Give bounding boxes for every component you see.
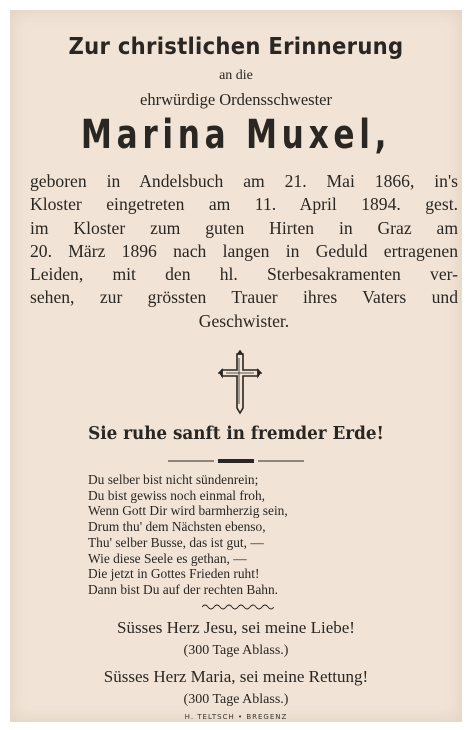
memorial-card xyxy=(10,10,462,722)
card-title: Zur christlichen Erinnerung xyxy=(68,34,404,60)
latin-cross-icon xyxy=(218,350,262,416)
poem-line: Die jetzt in Gottes Frieden ruht! xyxy=(88,566,260,582)
biography-line: Geschwister. xyxy=(198,310,290,331)
biography-line: Kloster eingetreten am 11. April 1894. gest. xyxy=(30,194,458,215)
poem-line: Thu' selber Busse, das ist gut, — xyxy=(88,534,264,550)
biography-line: 20. März 1896 nach langen in Geduld ertragenen xyxy=(30,240,458,261)
epitaph: Sie ruhe sanft in fremder Erde! xyxy=(88,424,384,444)
deceased-name: Marina Muxel, xyxy=(80,112,392,158)
ornamental-divider xyxy=(168,458,304,464)
subtitle: ehrwürdige Ordensschwester xyxy=(140,90,332,109)
poem-line: Du selber bist nicht sündenrein; xyxy=(88,472,259,487)
prayer-jesus: Süsses Herz Jesu, sei meine Liebe! xyxy=(117,618,355,637)
poem-line: Wenn Gott Dir wird barmherzig sein, xyxy=(88,503,288,519)
an-die-text: an die xyxy=(219,68,253,83)
poem-line: Wie diese Seele es gethan, — xyxy=(88,550,247,566)
indulgence-note: (300 Tage Ablass.) xyxy=(183,692,289,707)
biography-line: sehen, zur grössten Trauer ihres Vaters und xyxy=(30,287,458,308)
wavy-divider xyxy=(202,603,274,611)
poem-line: Du bist gewiss noch einmal froh, xyxy=(88,487,266,503)
biography-line: Leiden, mit den hl. Sterbesakramenten ver- xyxy=(30,264,458,285)
poem-line: Dann bist Du auf der rechten Bahn. xyxy=(88,581,279,597)
printer-mark: H. TELTSCH • BREGENZ xyxy=(184,713,288,721)
biography-line: im Kloster zum guten Hirten in Graz am xyxy=(30,217,458,238)
prayer-maria: Süsses Herz Maria, sei meine Rettung! xyxy=(103,667,369,686)
biography-line: geboren in Andelsbuch am 21. Mai 1866, in's xyxy=(30,171,458,191)
biography-text xyxy=(30,170,458,333)
poem xyxy=(88,472,428,598)
indulgence-note: (300 Tage Ablass.) xyxy=(183,643,289,658)
poem-line: Drum thu' dem Nächsten ebenso, xyxy=(88,519,266,535)
